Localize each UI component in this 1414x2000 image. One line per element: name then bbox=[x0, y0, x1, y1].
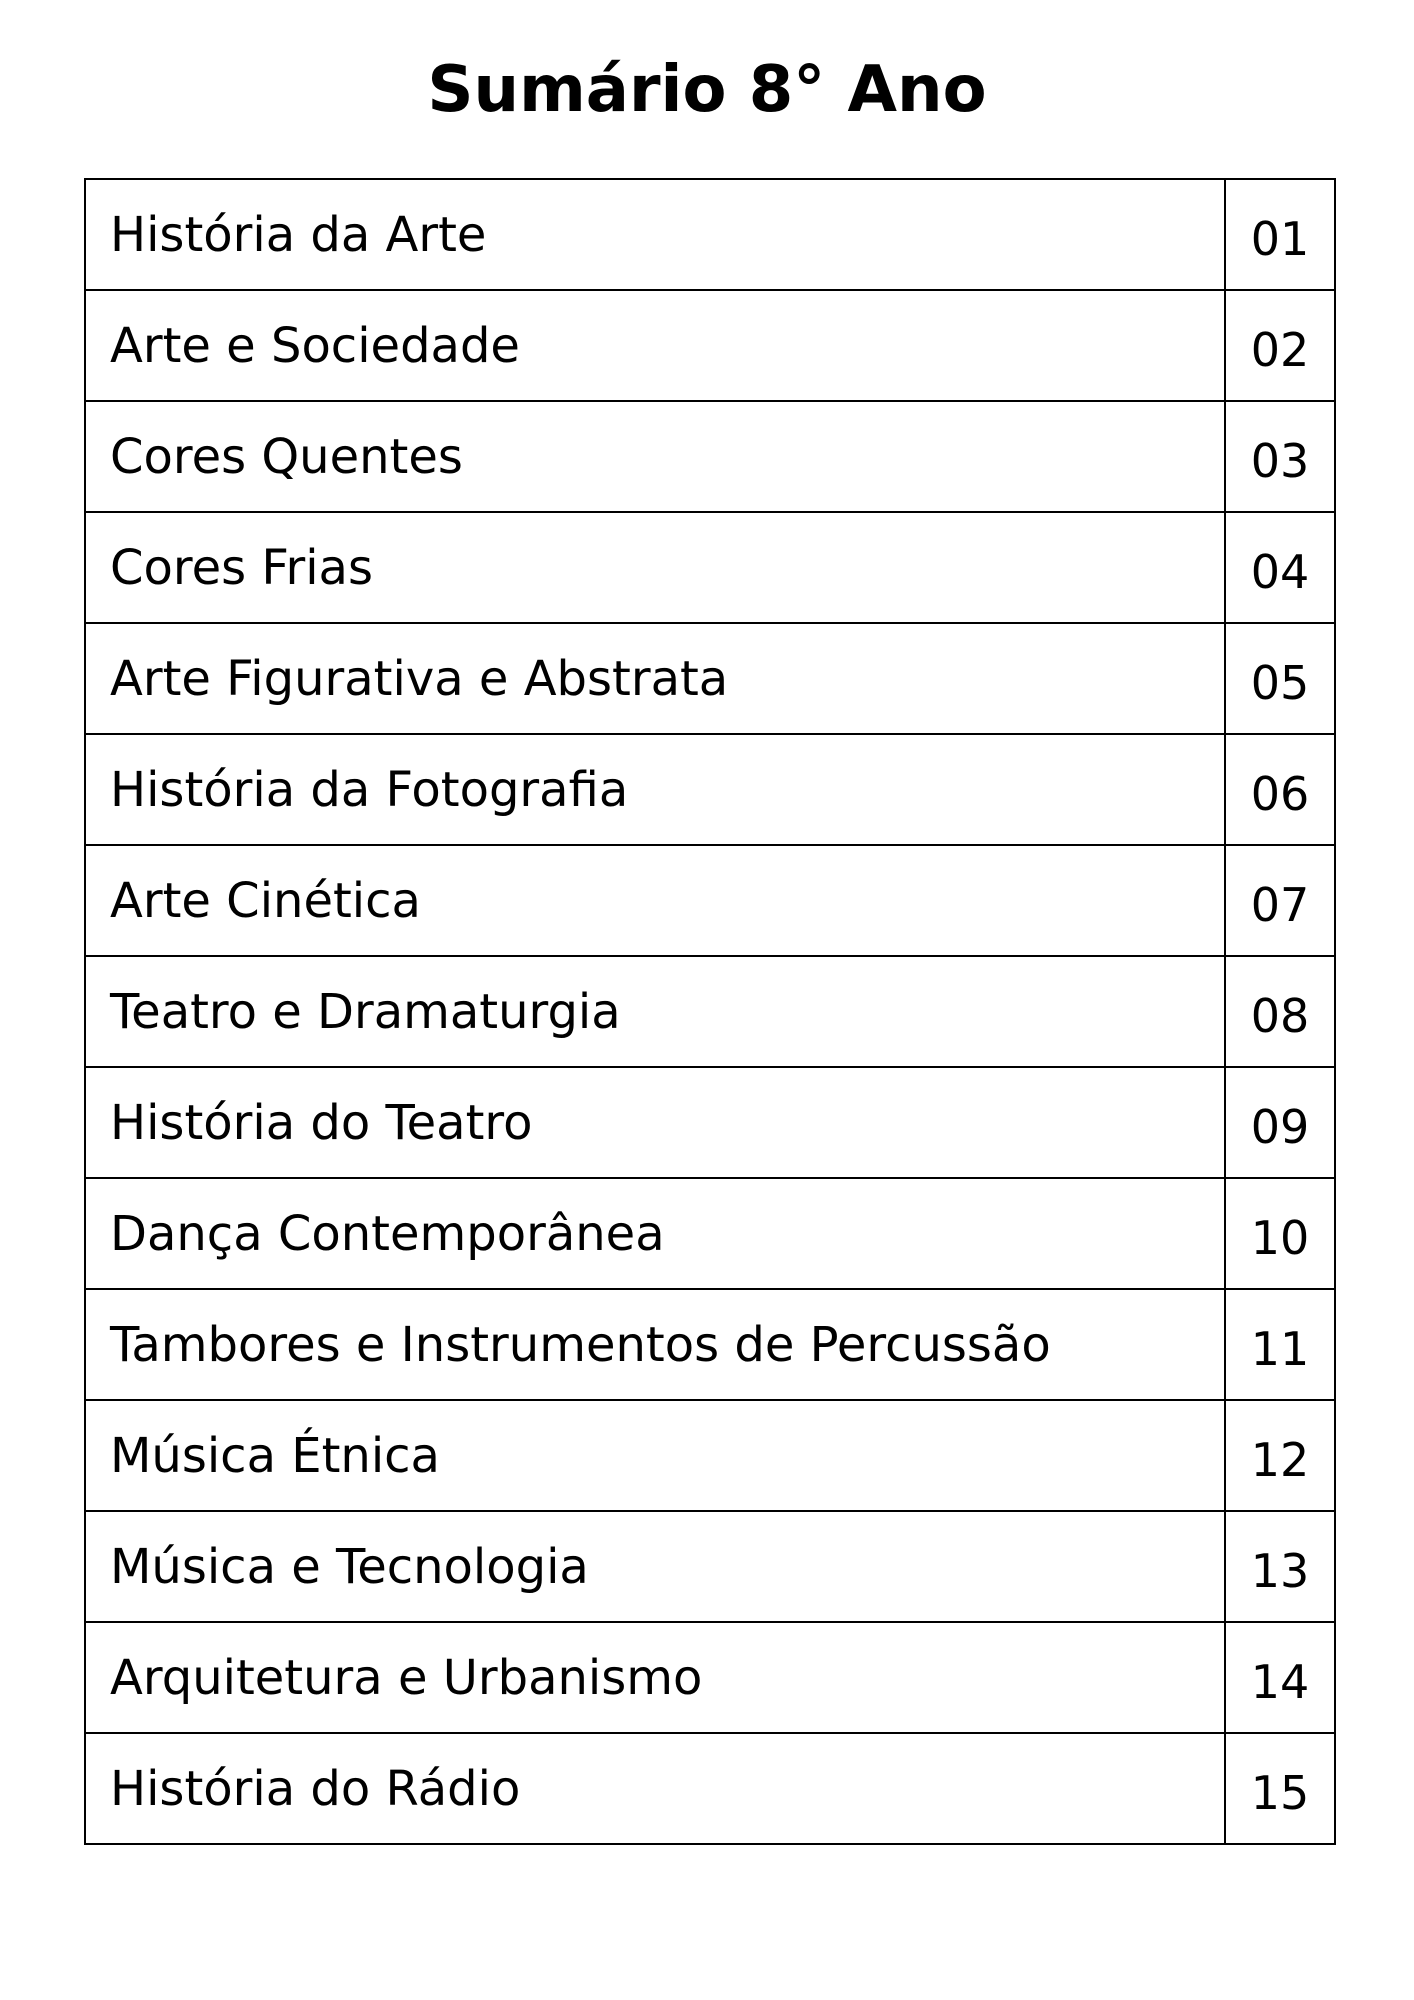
toc-page-number bbox=[1225, 1733, 1335, 1844]
page-number-text: 14 bbox=[1250, 1654, 1310, 1709]
toc-page-number bbox=[1225, 845, 1335, 956]
page-number-text: 08 bbox=[1250, 988, 1310, 1043]
toc-page-number bbox=[1225, 956, 1335, 1067]
table-row bbox=[85, 1067, 1335, 1178]
table-row bbox=[85, 956, 1335, 1067]
page-number-text: 01 bbox=[1250, 211, 1310, 266]
toc-page-number bbox=[1225, 1622, 1335, 1733]
table-row bbox=[85, 1622, 1335, 1733]
page-number-text: 07 bbox=[1250, 877, 1310, 932]
table-of-contents bbox=[84, 178, 1336, 1845]
toc-topic: Arte e Sociedade bbox=[85, 290, 1225, 401]
page-number-text: 15 bbox=[1250, 1765, 1310, 1820]
toc-topic: História do Teatro bbox=[85, 1067, 1225, 1178]
toc-topic: História da Arte bbox=[85, 179, 1225, 290]
toc-topic: Arte Figurativa e Abstrata bbox=[85, 623, 1225, 734]
toc-page-number bbox=[1225, 1511, 1335, 1622]
table-row bbox=[85, 845, 1335, 956]
toc-page-number bbox=[1225, 179, 1335, 290]
toc-page-number bbox=[1225, 734, 1335, 845]
toc-topic: História do Rádio bbox=[85, 1733, 1225, 1844]
table-row bbox=[85, 1400, 1335, 1511]
page-number-text: 06 bbox=[1250, 766, 1310, 821]
toc-page-number bbox=[1225, 1289, 1335, 1400]
page-number-text: 11 bbox=[1250, 1321, 1310, 1376]
toc-page-number bbox=[1225, 401, 1335, 512]
page-number-text: 12 bbox=[1250, 1432, 1310, 1487]
page-number-text: 10 bbox=[1250, 1210, 1310, 1265]
toc-body bbox=[85, 179, 1335, 1844]
toc-page-number bbox=[1225, 1178, 1335, 1289]
toc-topic: História da Fotografia bbox=[85, 734, 1225, 845]
toc-topic: Tambores e Instrumentos de Percussão bbox=[85, 1289, 1225, 1400]
toc-topic: Teatro e Dramaturgia bbox=[85, 956, 1225, 1067]
table-row bbox=[85, 1733, 1335, 1844]
table-row bbox=[85, 290, 1335, 401]
page-number-text: 02 bbox=[1250, 322, 1310, 377]
toc-page-number bbox=[1225, 1400, 1335, 1511]
page-number-text: 04 bbox=[1250, 544, 1310, 599]
table-row bbox=[85, 401, 1335, 512]
page-title: Sumário 8° Ano bbox=[427, 53, 987, 127]
toc-topic: Arquitetura e Urbanismo bbox=[85, 1622, 1225, 1733]
toc-topic: Música e Tecnologia bbox=[85, 1511, 1225, 1622]
toc-topic: Arte Cinética bbox=[85, 845, 1225, 956]
table-row bbox=[85, 512, 1335, 623]
toc-page-number bbox=[1225, 1067, 1335, 1178]
toc-topic: Cores Frias bbox=[85, 512, 1225, 623]
toc-page-number bbox=[1225, 512, 1335, 623]
table-row bbox=[85, 623, 1335, 734]
page-number-text: 13 bbox=[1250, 1543, 1310, 1598]
toc-page-number bbox=[1225, 623, 1335, 734]
toc-topic: Dança Contemporânea bbox=[85, 1178, 1225, 1289]
table-row bbox=[85, 1178, 1335, 1289]
toc-page-number bbox=[1225, 290, 1335, 401]
page-number-text: 05 bbox=[1250, 655, 1310, 710]
table-row bbox=[85, 179, 1335, 290]
page-number-text: 09 bbox=[1250, 1099, 1310, 1154]
table-row bbox=[85, 1511, 1335, 1622]
toc-topic: Música Étnica bbox=[85, 1400, 1225, 1511]
toc-topic: Cores Quentes bbox=[85, 401, 1225, 512]
page-number-text: 03 bbox=[1250, 433, 1310, 488]
table-row bbox=[85, 734, 1335, 845]
table-row bbox=[85, 1289, 1335, 1400]
